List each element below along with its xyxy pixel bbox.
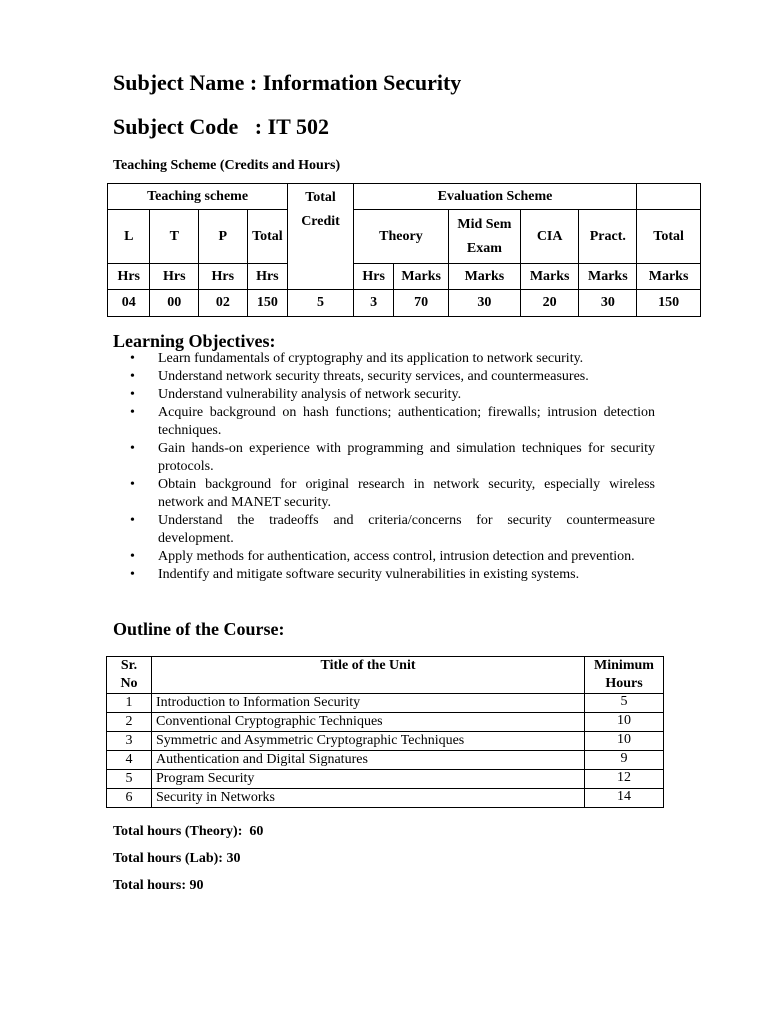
bullet-icon: • [130, 351, 135, 366]
scheme-units-row [108, 264, 701, 290]
unit-number: 6 [107, 789, 152, 808]
value-total-marks: 150 [637, 290, 701, 317]
value-theory-marks: 70 [394, 290, 449, 317]
objective-text: Obtain background for original research in network security, especially wireless network and MANET security. [158, 477, 655, 510]
scheme-header-row [108, 184, 701, 210]
col-p: P [199, 210, 248, 264]
value-l: 04 [108, 290, 150, 317]
subject-name: Subject Name : Information Security [113, 70, 462, 95]
unit-number: 2 [107, 713, 152, 732]
unit-title: Security in Networks [152, 789, 585, 808]
col-total-eval: Total [637, 210, 701, 264]
table-row [107, 789, 664, 808]
objective-text: Understand network security threats, security services, and countermeasures. [158, 369, 589, 384]
value-pract: 30 [579, 290, 637, 317]
value-p: 02 [199, 290, 248, 317]
unit-title: Conventional Cryptographic Techniques [152, 713, 585, 732]
table-row [107, 732, 664, 751]
outline-heading: Outline of the Course: [113, 619, 285, 639]
bullet-icon: • [130, 567, 135, 582]
unit-cell: Marks [394, 264, 449, 290]
table-row [107, 713, 664, 732]
bullet-icon: • [130, 513, 135, 528]
teaching-scheme-title: Teaching Scheme (Credits and Hours) [113, 158, 341, 173]
midsem-line2: Exam [466, 240, 502, 256]
unit-cell: Marks [637, 264, 701, 290]
list-item [130, 548, 655, 566]
unit-cell: Hrs [247, 264, 288, 290]
value-theory-hrs: 3 [353, 290, 393, 317]
scheme-blank-cell [637, 184, 701, 210]
total-credit-line1: Total [305, 189, 336, 205]
list-item [130, 368, 655, 386]
col-total: Total [247, 210, 288, 264]
total-hours: Total hours: 90 [113, 878, 204, 893]
col-midsem [448, 210, 520, 264]
bullet-icon: • [130, 387, 135, 402]
value-cia: 20 [520, 290, 579, 317]
sr-no-header [107, 657, 152, 694]
unit-title: Authentication and Digital Signatures [152, 751, 585, 770]
unit-hours: 9 [585, 751, 664, 770]
objective-text: Understand the tradeoffs and criteria/concerns for security countermeasure development. [158, 513, 655, 546]
col-cia: CIA [520, 210, 579, 264]
scheme-values-row [108, 290, 701, 317]
total-hours-theory: Total hours (Theory): 60 [113, 824, 264, 839]
unit-hours: 5 [585, 694, 664, 713]
objective-text: Apply methods for authentication, access control, intrusion detection and prevention. [158, 549, 635, 564]
list-item [130, 350, 655, 368]
evaluation-scheme-header: Evaluation Scheme [353, 184, 636, 210]
min-hours-line2: Hours [605, 676, 643, 691]
objective-text: Understand vulnerability analysis of network security. [158, 387, 462, 402]
min-hours-header [585, 657, 664, 694]
list-item [130, 512, 655, 548]
unit-number: 4 [107, 751, 152, 770]
bullet-icon: • [130, 405, 135, 420]
subject-code: Subject Code : IT 502 [113, 114, 329, 139]
unit-title: Introduction to Information Security [152, 694, 585, 713]
total-hours-lab: Total hours (Lab): 30 [113, 851, 241, 866]
unit-cell: Marks [520, 264, 579, 290]
unit-cell: Hrs [108, 264, 150, 290]
objective-text: Acquire background on hash functions; authentication; firewalls; intrusion detection techniques. [158, 405, 655, 438]
teaching-scheme-table [107, 183, 701, 317]
col-pract: Pract. [579, 210, 637, 264]
unit-hours: 12 [585, 770, 664, 789]
scheme-subheader-row [108, 210, 701, 264]
unit-cell: Hrs [150, 264, 199, 290]
total-credit-line2: Credit [301, 213, 340, 229]
course-outline-table [106, 656, 664, 808]
learning-objectives-list [130, 350, 655, 584]
value-total-hrs: 150 [247, 290, 288, 317]
bullet-icon: • [130, 441, 135, 456]
unit-title: Program Security [152, 770, 585, 789]
min-hours-line1: Minimum [594, 658, 654, 673]
unit-hours: 10 [585, 732, 664, 751]
list-item [130, 404, 655, 440]
list-item [130, 566, 655, 584]
unit-cell: Hrs [199, 264, 248, 290]
unit-cell: Hrs [353, 264, 393, 290]
unit-number: 1 [107, 694, 152, 713]
unit-number: 5 [107, 770, 152, 789]
col-t: T [150, 210, 199, 264]
list-item [130, 440, 655, 476]
table-row [107, 694, 664, 713]
total-credit-header [288, 184, 354, 290]
objective-text: Indentify and mitigate software security vulnerabilities in existing systems. [158, 567, 580, 582]
col-theory: Theory [353, 210, 448, 264]
unit-hours: 14 [585, 789, 664, 808]
value-t: 00 [150, 290, 199, 317]
outline-header-row [107, 657, 664, 694]
bullet-icon: • [130, 477, 135, 492]
table-row [107, 770, 664, 789]
list-item [130, 476, 655, 512]
list-item [130, 386, 655, 404]
value-midsem: 30 [448, 290, 520, 317]
unit-cell: Marks [448, 264, 520, 290]
unit-cell: Marks [579, 264, 637, 290]
sr-no-line2: No [120, 676, 138, 691]
objective-text: Learn fundamentals of cryptography and its application to network security. [158, 351, 584, 366]
objective-text: Gain hands-on experience with programming and simulation techniques for security protocols. [158, 441, 655, 474]
learning-objectives-heading: Learning Objectives: [113, 331, 276, 351]
teaching-scheme-header: Teaching scheme [108, 184, 288, 210]
unit-title-header: Title of the Unit [152, 657, 585, 694]
sr-no-line1: Sr. [120, 658, 138, 673]
table-row [107, 751, 664, 770]
bullet-icon: • [130, 549, 135, 564]
value-credit: 5 [288, 290, 354, 317]
unit-number: 3 [107, 732, 152, 751]
midsem-line1: Mid Sem [457, 216, 512, 232]
col-l: L [108, 210, 150, 264]
unit-hours: 10 [585, 713, 664, 732]
bullet-icon: • [130, 369, 135, 384]
unit-title: Symmetric and Asymmetric Cryptographic Techniques [152, 732, 585, 751]
